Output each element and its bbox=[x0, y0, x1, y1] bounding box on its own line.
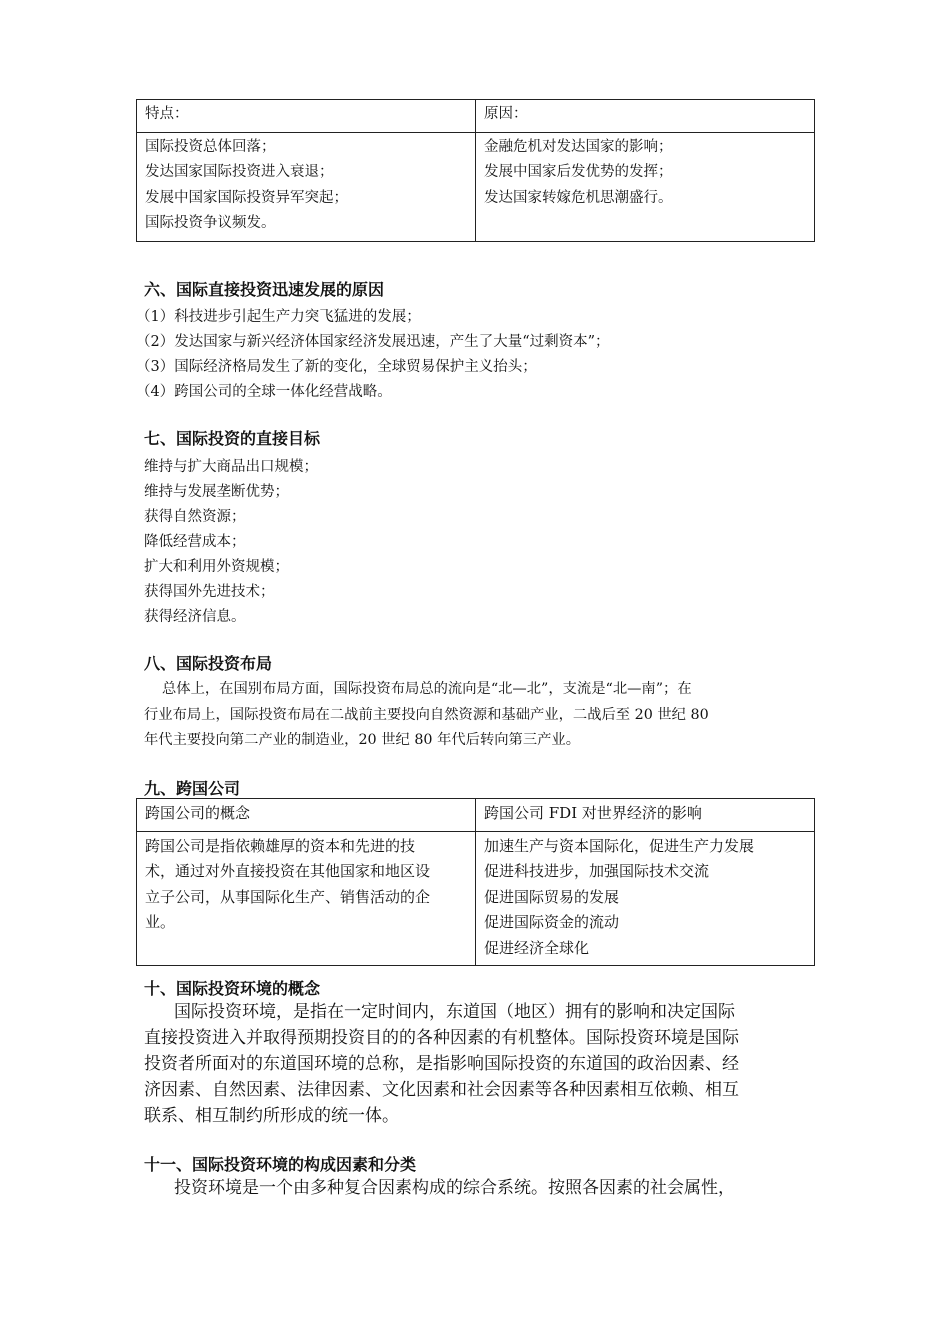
list-item: 获得自然资源； bbox=[144, 509, 246, 525]
list-item: 金融危机对发达国家的影响； bbox=[484, 138, 673, 155]
list-item: 发展中国家后发优势的发挥； bbox=[484, 164, 673, 180]
section-10-title: 十、国际投资环境的概念 bbox=[144, 979, 321, 998]
list-item: （3）国际经济格局发生了新的变化，全球贸易保护主义抬头； bbox=[136, 359, 537, 375]
table-header-cell: 原因： bbox=[476, 100, 815, 133]
section-8-title: 八、国际投资布局 bbox=[144, 654, 273, 673]
section-8-paragraph: 总体上，在国别布局方面，国际投资布局总的流向是“北—北”，支流是“北—南”；在 行业布局上，国际投资布局在二战前主要投向自然资源和基础产业，二战后至 20 世纪 80 年代主要投向第二产业的制造业，20 世纪 80 年代后转向第三产业。 bbox=[144, 681, 709, 748]
list-item: 获得国外先进技术； bbox=[144, 584, 275, 600]
table-header-cell: 特点： bbox=[137, 100, 476, 133]
table-header-cell: 跨国公司 FDI 对世界经济的影响 bbox=[476, 799, 815, 832]
multinational-table bbox=[136, 798, 815, 966]
list-item: 维持与发展垄断优势； bbox=[144, 484, 289, 500]
list-item: 扩大和利用外资规模； bbox=[144, 559, 289, 575]
list-item: 促进经济全球化 bbox=[484, 938, 590, 957]
concept-cell: 跨国公司是指依赖雄厚的资本和先进的技 术，通过对外直接投资在其他国家和地区设 立子公司，从事国际化生产、销售活动的企 业。 bbox=[137, 831, 476, 966]
section-11-paragraph: 投资环境是一个由多种复合因素构成的综合系统。按照各因素的社会属性， bbox=[174, 1178, 735, 1198]
characteristics-cell bbox=[137, 132, 476, 241]
section-9-title: 九、跨国公司 bbox=[144, 779, 241, 798]
list-item: 国际投资总体回落； bbox=[145, 138, 276, 155]
list-item: 发达国家转嫁危机思潮盛行。 bbox=[484, 189, 673, 206]
table-row bbox=[137, 132, 815, 241]
list-item: 国际投资争议频发。 bbox=[145, 215, 276, 231]
section-7-title: 七、国际投资的直接目标 bbox=[144, 429, 321, 448]
list-item: 发展中国家国际投资异军突起； bbox=[145, 189, 348, 206]
list-item: 发达国家国际投资进入衰退； bbox=[145, 164, 334, 180]
table-header-row bbox=[137, 100, 815, 133]
section-10-paragraph: 国际投资环境，是指在一定时间内，东道国（地区）拥有的影响和决定国际 直接投资进入并取得预期投资目的的各种因素的有机整体。国际投资环境是国际 投资者所面对的东道国环境的总称，是指影响国际投资的东道国的政治因素、经 济因素、自然因素、法律因素、文化因素和社会因素等各种因素相互依赖、相互 联系、相互制约所形成的统一体。 bbox=[144, 1002, 739, 1126]
list-item: （1）科技进步引起生产力突飞猛进的发展； bbox=[136, 309, 421, 325]
list-item: 获得经济信息。 bbox=[144, 609, 246, 625]
list-item: （4）跨国公司的全球一体化经营战略。 bbox=[136, 384, 392, 400]
list-item: 促进国际贸易的发展 bbox=[484, 887, 620, 906]
list-item: 维持与扩大商品出口规模； bbox=[144, 459, 318, 475]
table-header-row bbox=[137, 799, 815, 832]
causes-cell bbox=[476, 132, 815, 241]
table-row bbox=[137, 831, 815, 966]
section-11-title: 十一、国际投资环境的构成因素和分类 bbox=[144, 1155, 417, 1174]
characteristics-causes-table bbox=[136, 99, 815, 242]
list-item: （2）发达国家与新兴经济体国家经济发展迅速，产生了大量“过剩资本”； bbox=[136, 334, 610, 350]
list-item: 降低经营成本； bbox=[144, 534, 246, 550]
impact-cell bbox=[476, 831, 815, 966]
table-header-cell: 跨国公司的概念 bbox=[137, 799, 476, 832]
list-item: 加速生产与资本国际化，促进生产力发展 bbox=[484, 836, 755, 855]
section-6-title: 六、国际直接投资迅速发展的原因 bbox=[144, 280, 385, 299]
list-item: 促进科技进步，加强国际技术交流 bbox=[484, 862, 710, 880]
list-item: 促进国际资金的流动 bbox=[484, 913, 620, 931]
